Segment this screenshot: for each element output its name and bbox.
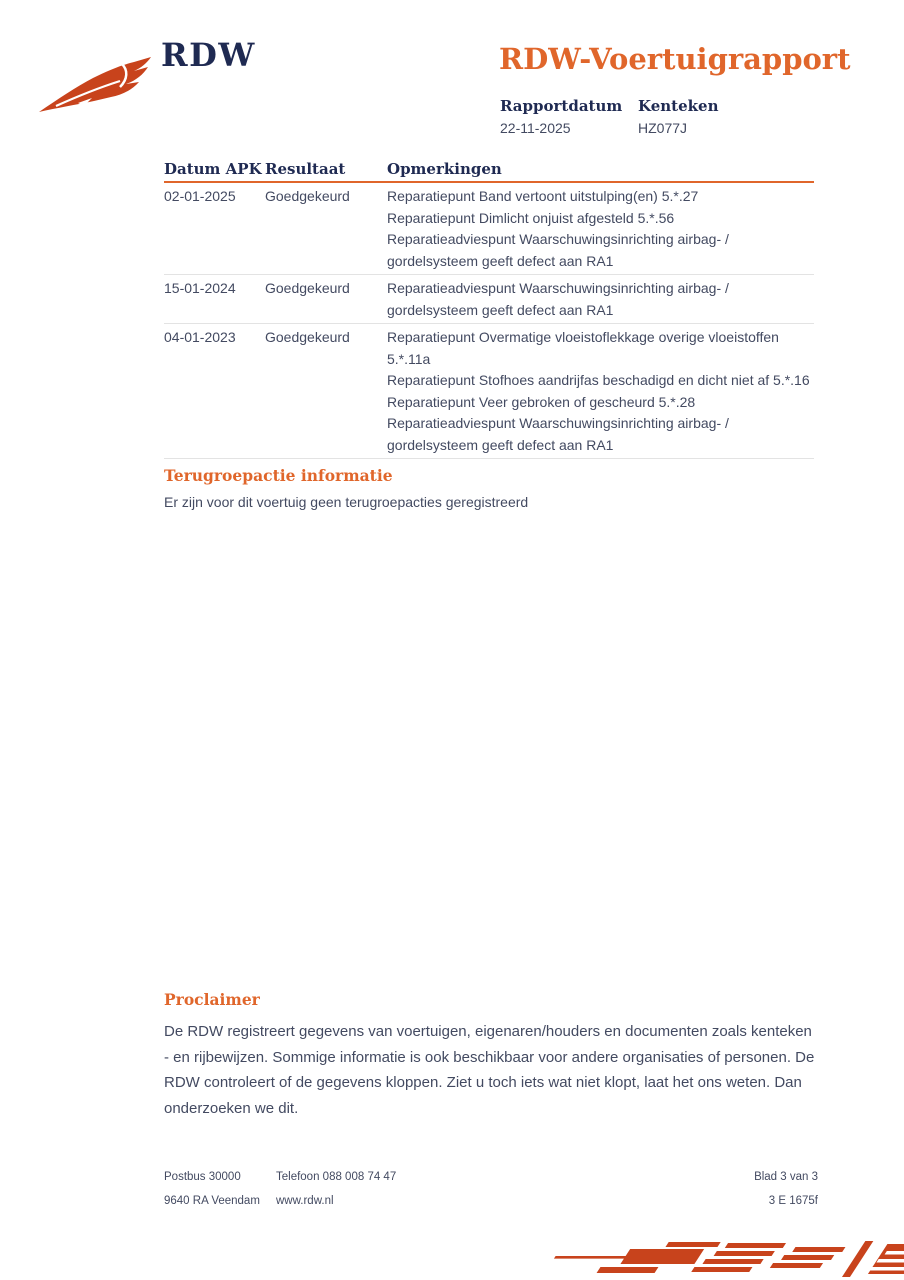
remark-line: Reparatiepunt Band vertoont uitstulping(en) 5.*.27 — [387, 188, 699, 204]
report-date-value: 22-11-2025 — [500, 120, 571, 136]
footer-po-box: Postbus 30000 — [164, 1171, 241, 1183]
footer-city: 9640 RA Veendam — [164, 1195, 260, 1207]
remark-line: Reparatiepunt Veer gebroken of gescheurd 5.*.28 — [387, 393, 696, 410]
footer-page-indicator: Blad 3 van 3 — [754, 1171, 818, 1183]
cell-opmerkingen — [387, 327, 814, 456]
rdw-wordmark: RDW — [161, 36, 256, 74]
apk-history-table — [164, 161, 814, 459]
speed-stripes-graphic-icon — [518, 1240, 904, 1280]
proclaimer-body: De RDW registreert gegevens van voertuigen, eigenaren/houders en documenten zoals kenteken - en rijbewijzen. Sommige informatie is ook beschikbaar voor andere organisaties of personen. De RDW controleert of de gegevens kloppen. Ziet u toch iets wat niet klopt, laat het ons weten. Dan onderzoeken we dit. — [164, 1023, 815, 1117]
footer-form-code: 3 E 1675f — [768, 1195, 818, 1207]
page-footer — [164, 1171, 818, 1219]
cell-resultaat: Goedgekeurd — [265, 329, 350, 345]
rdw-feather-logo-icon — [36, 50, 156, 118]
license-plate-label: Kenteken — [638, 97, 719, 115]
remark-line: Reparatiepunt Stofhoes aandrijfas beschadigd en dicht niet af 5.*.16 — [387, 372, 810, 388]
report-date-block — [500, 97, 638, 136]
table-header-row — [164, 161, 814, 183]
table-row — [164, 183, 814, 275]
footer-line-1 — [164, 1171, 818, 1195]
cell-opmerkingen — [387, 186, 814, 272]
license-plate-value: HZ077J — [638, 120, 688, 136]
table-row — [164, 275, 814, 324]
proclaimer-heading: Proclaimer — [164, 990, 260, 1009]
footer-phone: Telefoon 088 008 74 47 — [276, 1171, 397, 1183]
cell-datum-apk: 02-01-2025 — [164, 188, 236, 204]
cell-datum-apk: 15-01-2024 — [164, 280, 236, 296]
column-header-resultaat: Resultaat — [265, 160, 346, 178]
recall-section-heading: Terugroepactie informatie — [164, 466, 393, 485]
report-date-label: Rapportdatum — [500, 97, 623, 115]
remark-line: Reparatiepunt Overmatige vloeistoflekkage overige vloeistoffen 5.*.11a — [387, 329, 779, 367]
table-row — [164, 324, 814, 459]
remark-line: Reparatieadviespunt Waarschuwingsinrichting airbag- / gordelsysteem geeft defect aan RA1 — [387, 415, 729, 453]
cell-datum-apk: 04-01-2023 — [164, 329, 236, 345]
footer-website: www.rdw.nl — [276, 1195, 334, 1207]
cell-resultaat: Goedgekeurd — [265, 280, 350, 296]
column-header-opmerkingen: Opmerkingen — [387, 160, 502, 178]
cell-resultaat: Goedgekeurd — [265, 188, 350, 204]
recall-section-body: Er zijn voor dit voertuig geen terugroepacties geregistreerd — [164, 494, 529, 510]
license-plate-block — [638, 97, 718, 136]
page-title: RDW-Voertuigrapport — [499, 42, 851, 76]
remark-line: Reparatieadviespunt Waarschuwingsinrichting airbag- / gordelsysteem geeft defect aan RA1 — [387, 280, 729, 318]
remark-line: Reparatieadviespunt Waarschuwingsinrichting airbag- / gordelsysteem geeft defect aan RA1 — [387, 231, 729, 269]
report-meta — [500, 97, 718, 136]
cell-opmerkingen — [387, 278, 814, 321]
column-header-datum-apk: Datum APK — [164, 160, 262, 178]
remark-line: Reparatiepunt Dimlicht onjuist afgesteld 5.*.56 — [387, 209, 675, 226]
footer-line-2 — [164, 1195, 818, 1219]
